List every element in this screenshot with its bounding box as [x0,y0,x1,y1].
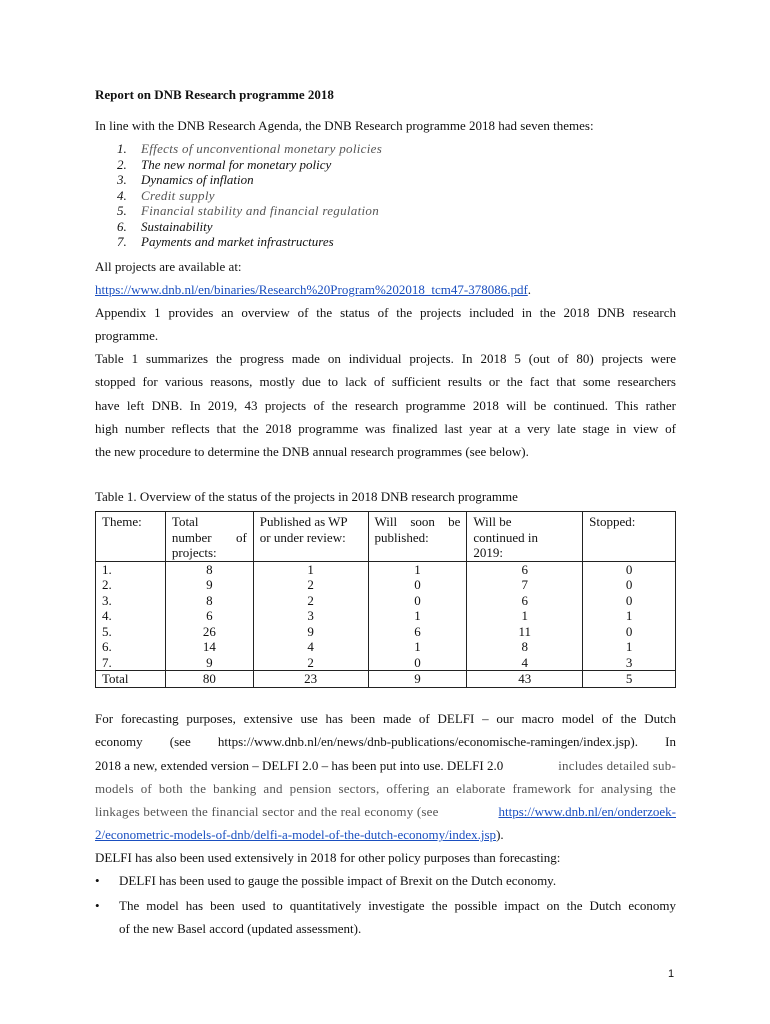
theme-item: 6. Sustainability [117,218,213,234]
theme-item: 2. The new normal for monetary policy [117,156,332,172]
paragraph-line: linkages between the financial sector and the real economy (see https://www.dnb.nl/en/onderzoek- [95,800,676,823]
status-table [95,511,676,688]
projects-link-line: https://www.dnb.nl/en/binaries/Research%20Program%202018_tcm47-378086.pdf. [95,282,532,297]
theme-item: 7. Payments and market infrastructures [117,234,334,249]
theme-item: 5. Financial stability and financial regulation [117,203,380,218]
projects-pdf-link[interactable]: https://www.dnb.nl/en/binaries/Research%20Program%202018_tcm47-378086.pdf [95,282,528,297]
paragraph-line: high number reflects that the 2018 programme was finalized last year at a very late stage in view of [95,420,676,436]
projects-available-text: All projects are available at: [95,259,242,274]
table-row: 6. 14 4 1 8 1 [96,639,676,655]
header-theme: Theme: [96,512,166,562]
table-row: 1. 8 1 1 6 0 [96,561,676,577]
header-published: Published as WP or under review: [253,512,368,562]
paragraph-line: For forecasting purposes, extensive use has been made of DELFI – our macro model of the Dutch [95,711,676,726]
summary-paragraph [95,347,676,463]
header-total: Total number of projects: [165,512,253,562]
paragraph-line: stopped for various reasons, mostly due to lack of sufficient results or the fact that some researchers [95,374,676,390]
delfi-paragraph [95,707,676,847]
table-header-row [96,512,676,562]
bullet-icon: • [95,898,100,913]
paragraph-line: 2018 a new, extended version – DELFI 2.0 – has been put into use. DELFI 2.0 includes detailed sub- [95,757,676,773]
bullet-item: DELFI has been used to gauge the possible impact of Brexit on the Dutch economy. [119,873,557,888]
table-row: 2. 9 2 0 7 0 [96,577,676,593]
table-total-row: Total 80 23 9 43 5 [96,671,676,688]
report-title: Report on DNB Research programme 2018 [95,87,334,102]
header-soon: Will soon be published: [368,512,467,562]
paragraph-line: Table 1 summarizes the progress made on individual projects. In 2018 5 (out of 80) projects were [95,351,676,366]
delfi-link-part-2[interactable]: 2/econometric-models-of-dnb/delfi-a-model-of-the-dutch-economy/index.jsp [95,827,497,843]
theme-item: 3. Dynamics of inflation [117,172,254,187]
paragraph-line: economy (see https://www.dnb.nl/en/news/dnb-publications/economische-ramingen/index.jsp). In [95,734,676,750]
themes-list [117,141,382,250]
appendix-paragraph [95,301,676,348]
paragraph-line: Appendix 1 provides an overview of the status of the projects included in the 2018 DNB research [95,305,676,320]
paragraph-line: 2/econometric-models-of-dnb/delfi-a-model-of-the-dutch-economy/index.jsp). [95,827,504,843]
theme-item: 4. Credit supply [117,187,215,203]
header-stopped: Stopped: [583,512,676,562]
paragraph-line: the new procedure to determine the DNB annual research programmes (see below). [95,444,529,460]
header-continued: Will be continued in 2019: [467,512,583,562]
paragraph-line: models of both the banking and pension sectors, offering an elaborate framework for analysing the [95,780,676,796]
bullet-icon: • [95,873,100,888]
table-caption: Table 1. Overview of the status of the projects in 2018 DNB research programme [95,489,518,504]
delfi-link-part-1[interactable]: https://www.dnb.nl/en/onderzoek- [498,804,676,820]
paragraph-line: have left DNB. In 2019, 43 projects of the research programme 2018 will be continued. This rather [95,397,676,413]
table-row: 3. 8 2 0 6 0 [96,593,676,609]
table-row: 5. 26 9 6 11 0 [96,624,676,640]
table-row: 7. 9 2 0 4 3 [96,655,676,671]
theme-item: 1. Effects of unconventional monetary policies [117,141,383,156]
policy-intro-text: DELFI has also been used extensively in 2018 for other policy purposes than forecasting: [95,850,561,865]
page-number: 1 [668,968,675,980]
paragraph-line: programme. [95,328,159,344]
table-row: 4. 6 3 1 1 1 [96,608,676,624]
intro-text: In line with the DNB Research Agenda, the DNB Research programme 2018 had seven themes: [95,118,594,133]
bullet-item: The model has been used to quantitatively investigate the possible impact on the Dutch economy of the new Basel accord (updated assessment). [119,898,676,937]
